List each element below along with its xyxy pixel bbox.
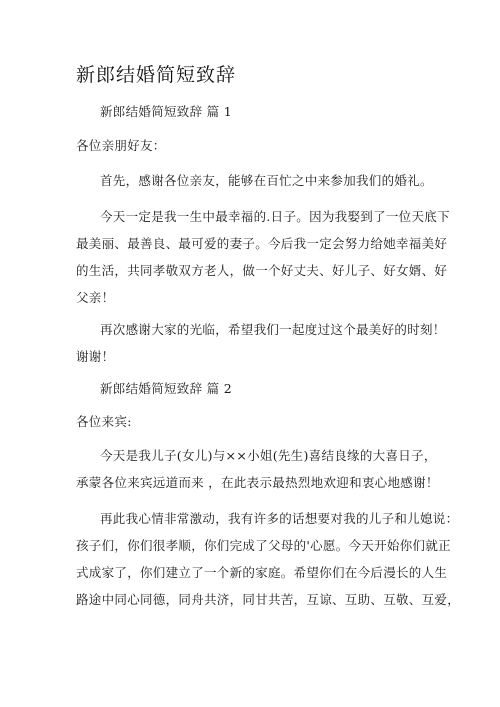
paragraph-line: 式成家了，你们建立了一个新的家庭。希望你们在今后漫长的人生 [76,565,448,580]
paragraph-line: 路途中同心同德，同舟共济，同甘共苦，互谅、互助、互敬、互爱， [76,592,461,607]
paragraph-line: 父亲！ [76,290,115,305]
paragraph-line: 再此我心情非常激动，我有许多的话想要对我的儿子和儿媳说： [100,511,459,526]
document-title: 新郎结婚简短致辞 [76,64,237,86]
salutation-1: 各位亲朋好友： [76,138,166,153]
section-heading-1: 新郎结婚简短致辞 篇 1 [100,104,232,119]
paragraph-line: 最美丽、最善良、最可爱的妻子。今后我一定会努力给她幸福美好 [76,236,448,251]
paragraph-line: 的生活，共同孝敬双方老人，做一个好丈夫、好儿子、好女婿、好 [76,263,448,278]
paragraph-line: 今天是我儿子(女儿)与××小姐(先生)喜结良缘的大喜日子， [100,448,437,463]
section-heading-2: 新郎结婚简短致辞 篇 2 [100,381,232,396]
paragraph-line: 孩子们，你们很孝顺，你们完成了父母的'心愿。今天开始你们就正 [76,538,451,553]
paragraph-line: 再次感谢大家的光临，希望我们一起度过这个最美好的时刻！ [100,322,446,337]
paragraph-line: 承蒙各位来宾远道而来 ，在此表示最热烈地欢迎和衷心地感谢！ [76,475,439,490]
paragraph-line: 谢谢！ [76,349,115,364]
salutation-2: 各位来宾: [76,414,132,429]
paragraph-line: 首先，感谢各位亲友，能够在百忙之中来参加我们的婚礼。 [100,173,433,188]
paragraph-line: 今天一定是我一生中最幸福的.日子。因为我娶到了一位天底下 [100,209,450,224]
